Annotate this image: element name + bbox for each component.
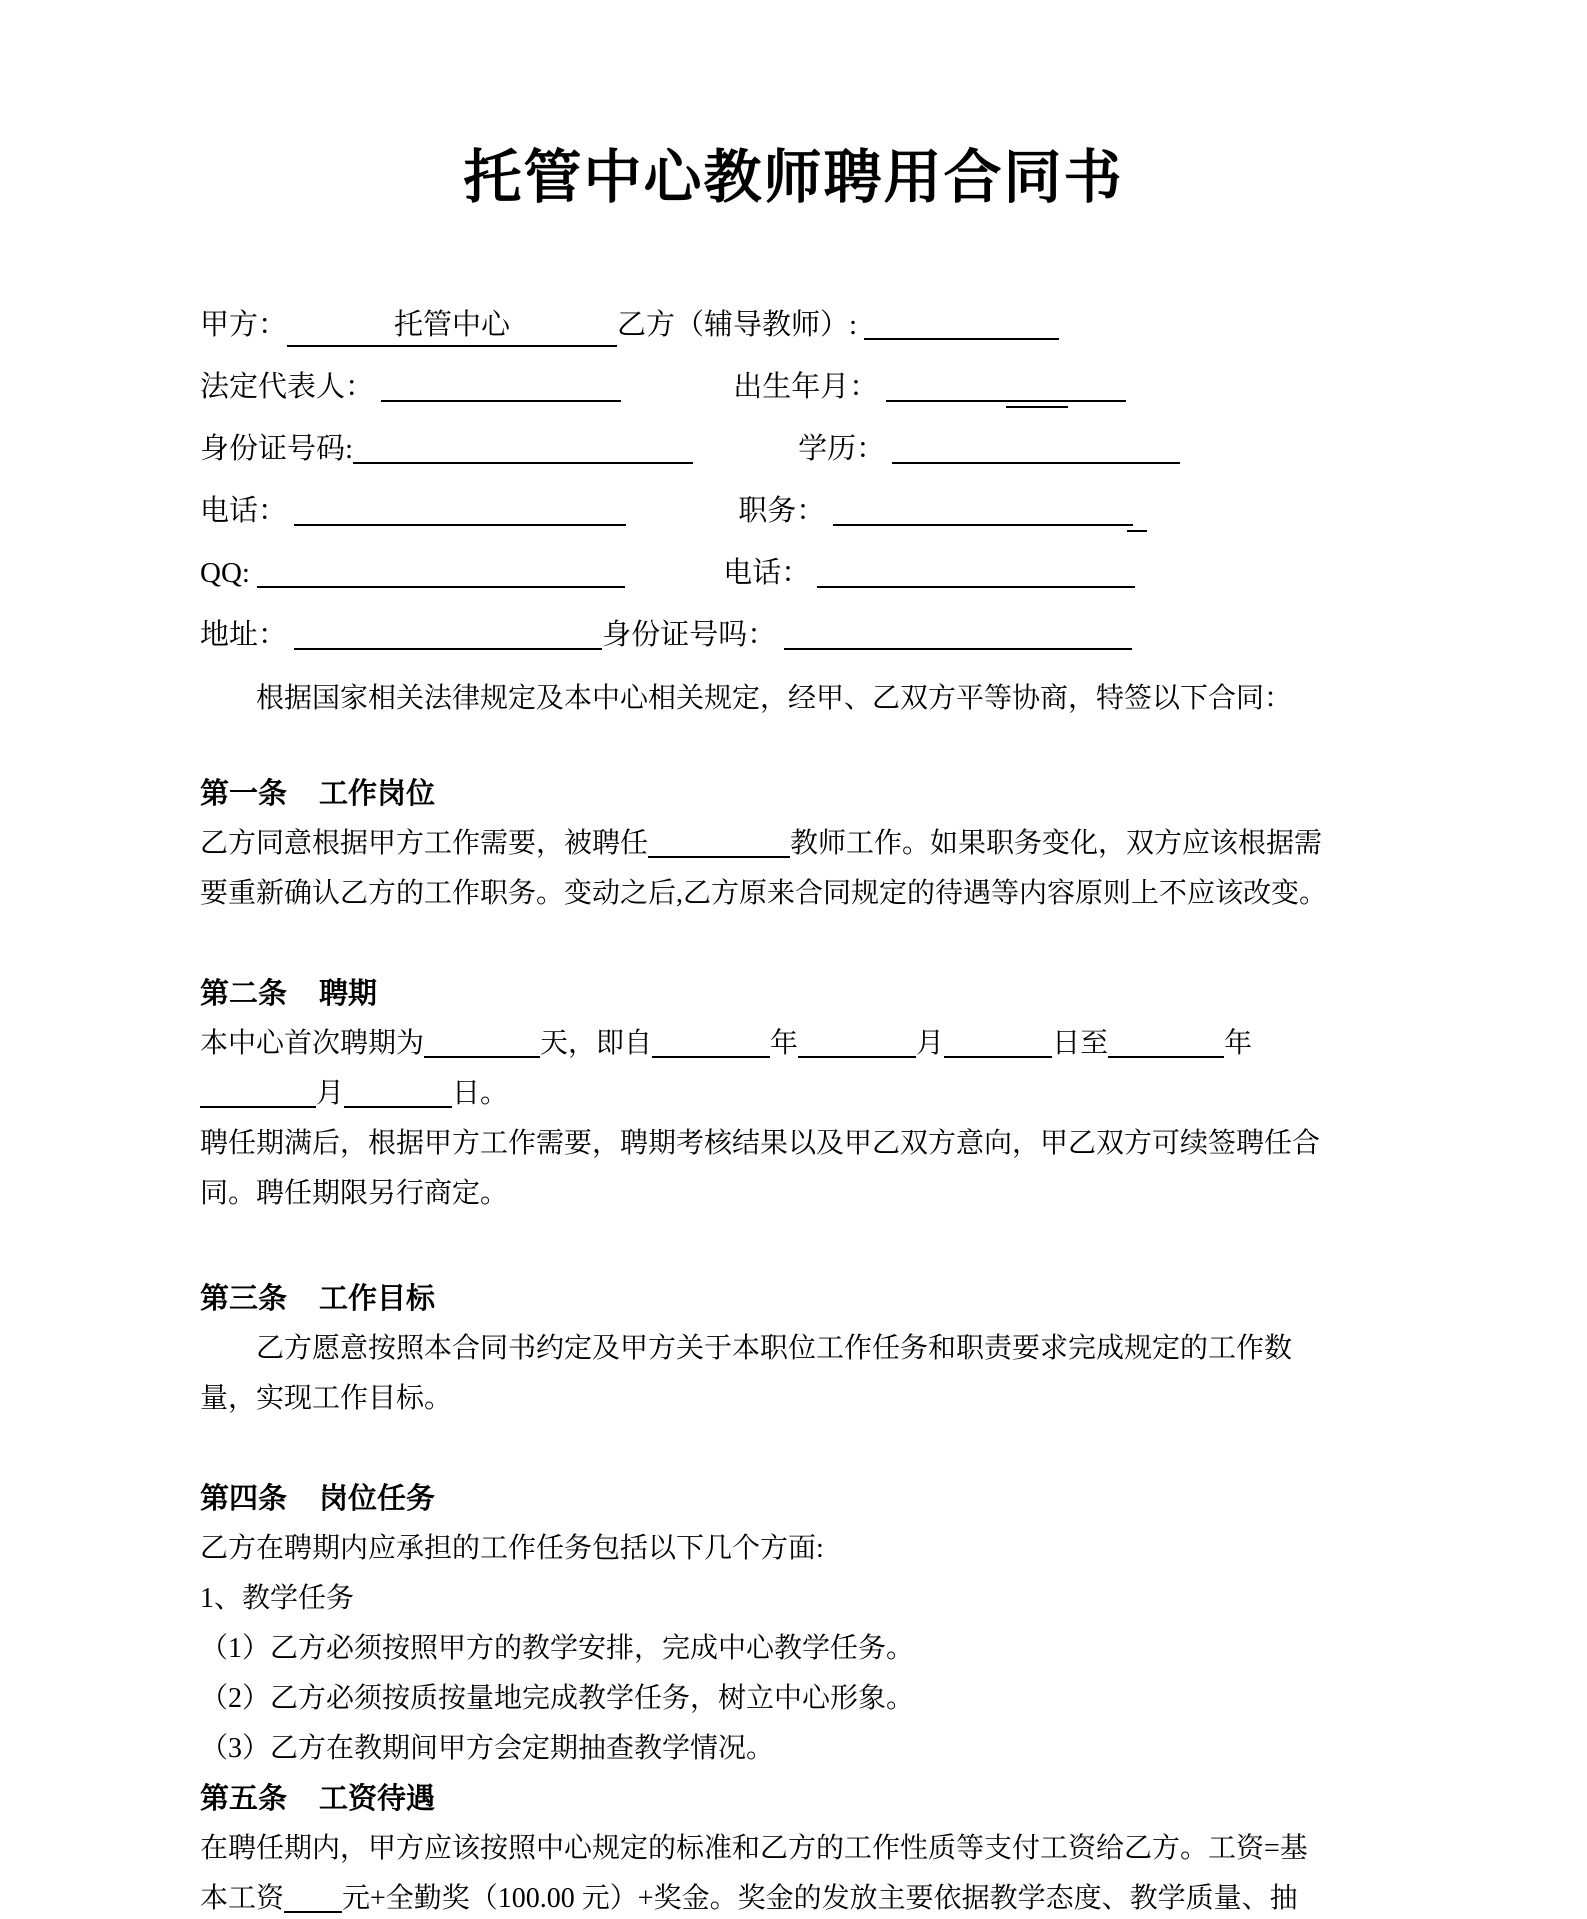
field-label: 乙方（辅导教师）: xyxy=(617,309,858,341)
text-line xyxy=(200,1874,1310,1919)
section-heading-1 xyxy=(200,769,1310,819)
line-text: 日至 xyxy=(1052,1028,1109,1059)
fill-in-blank xyxy=(284,1907,342,1913)
text-line: 量，实现工作目标。 xyxy=(200,1383,453,1414)
line-text: 月 xyxy=(916,1028,945,1059)
field-label: 法定代表人： xyxy=(200,371,375,403)
text-line: 乙方愿意按照本合同书约定及甲方关于本职位工作任务和职责要求完成规定的工作数 xyxy=(256,1333,1293,1364)
fill-in-blank xyxy=(1108,1052,1224,1058)
field-label: 身份证号码: xyxy=(200,433,354,465)
text-line: （2）乙方必须按质按量地完成教学任务，树立中心形象。 xyxy=(200,1683,915,1714)
field-label: 身份证号吗： xyxy=(602,619,777,651)
text-line: 要重新确认乙方的工作职务。变动之后,乙方原来合同规定的待遇等内容原则上不应该改变。 xyxy=(200,878,1328,909)
fill-in-blank xyxy=(833,520,1133,526)
form-row-phone xyxy=(200,480,1310,542)
section-title: 岗位任务 xyxy=(319,1483,436,1515)
fill-in-blank xyxy=(1127,526,1147,532)
fill-in-blank xyxy=(353,458,693,464)
form-row-address xyxy=(200,604,1310,666)
text-line: 同。聘任期限另行商定。 xyxy=(200,1178,509,1209)
fill-in-blank xyxy=(652,1052,770,1058)
fill-in-blank xyxy=(892,458,1180,464)
text-line xyxy=(200,819,1323,869)
section-heading-2 xyxy=(200,969,1310,1019)
line-text: 乙方同意根据甲方工作需要，被聘任 xyxy=(200,828,649,859)
section-heading-5 xyxy=(200,1774,1310,1824)
intro-block xyxy=(200,674,1310,724)
fill-in-blank xyxy=(200,1102,316,1108)
fill-in-blank xyxy=(257,582,625,588)
field-label: 地址： xyxy=(200,619,288,651)
document-content xyxy=(200,294,1328,1919)
section-title: 工资待遇 xyxy=(319,1783,436,1815)
section-title: 工作岗位 xyxy=(319,778,436,810)
fill-in-blank xyxy=(864,334,1059,340)
field-label: 电话： xyxy=(200,495,288,527)
fill-in-blank xyxy=(344,1102,452,1108)
text-line: 聘任期满后，根据甲方工作需要，聘期考核结果以及甲乙双方意向，甲乙双方可续签聘任合 xyxy=(200,1128,1321,1159)
section-number: 第二条 xyxy=(200,978,288,1010)
form-row-party xyxy=(200,294,1310,356)
fill-in-blank xyxy=(648,852,790,858)
section-number: 第三条 xyxy=(200,1283,288,1315)
fill-in-blank xyxy=(287,302,617,347)
field-label: 职务： xyxy=(738,495,826,527)
text-line xyxy=(200,1019,1310,1069)
line-text: 本工资 xyxy=(200,1883,285,1914)
form-row-representative xyxy=(200,356,1310,418)
line-text: 月 xyxy=(316,1078,345,1109)
line-text: 教师工作。如果职务变化，双方应该根据需 xyxy=(790,828,1323,859)
fill-in-blank xyxy=(784,644,1132,650)
field-label: 电话： xyxy=(723,557,811,589)
section-title: 聘期 xyxy=(319,978,378,1010)
fill-in-blank xyxy=(1006,402,1068,408)
field-label: 学历： xyxy=(798,433,886,465)
page-title: 托管中心教师聘用合同书 xyxy=(463,145,1124,210)
text-line: 乙方在聘期内应承担的工作任务包括以下几个方面: xyxy=(200,1533,824,1564)
line-text: 元+全勤奖（100.00 元）+奖金。奖金的发放主要依据教学态度、教学质量、抽 xyxy=(342,1883,1298,1914)
fill-in-blank xyxy=(381,396,621,402)
party-info-form xyxy=(200,294,1310,666)
section-heading-4 xyxy=(200,1474,1310,1524)
line-text: 本中心首次聘期为 xyxy=(200,1028,425,1059)
field-label: QQ: xyxy=(200,557,250,589)
intro-paragraph: 根据国家相关法律规定及本中心相关规定，经甲、乙双方平等协商，特签以下合同： xyxy=(256,683,1293,714)
text-line: 在聘任期内，甲方应该按照中心规定的标准和乙方的工作性质等支付工资给乙方。工资=基 xyxy=(200,1833,1308,1864)
fill-in-blank xyxy=(294,520,626,526)
fill-in-blank xyxy=(798,1052,916,1058)
section-number: 第四条 xyxy=(200,1483,288,1515)
line-text: 天，即自 xyxy=(540,1028,653,1059)
fill-in-blank xyxy=(294,644,602,650)
section-title: 工作目标 xyxy=(319,1283,436,1315)
field-value: 托管中心 xyxy=(394,309,511,341)
fill-in-blank xyxy=(817,582,1135,588)
form-row-qq xyxy=(200,542,1310,604)
text-line: 1、教学任务 xyxy=(200,1583,355,1614)
line-text: 年 xyxy=(1224,1028,1253,1059)
text-line: （1）乙方必须按照甲方的教学安排，完成中心教学任务。 xyxy=(200,1633,915,1664)
field-label: 出生年月： xyxy=(733,371,879,403)
line-text: 日。 xyxy=(452,1078,509,1109)
fill-in-blank xyxy=(424,1052,540,1058)
section-heading-3 xyxy=(200,1274,1310,1324)
field-label: 甲方： xyxy=(200,309,288,341)
text-line: （3）乙方在教期间甲方会定期抽查教学情况。 xyxy=(200,1733,775,1764)
title-block xyxy=(0,0,1587,210)
text-line xyxy=(200,1069,1310,1119)
form-row-id-number xyxy=(200,418,1310,480)
line-text: 年 xyxy=(770,1028,799,1059)
section-number: 第一条 xyxy=(200,778,288,810)
fill-in-blank xyxy=(944,1052,1052,1058)
section-number: 第五条 xyxy=(200,1783,288,1815)
